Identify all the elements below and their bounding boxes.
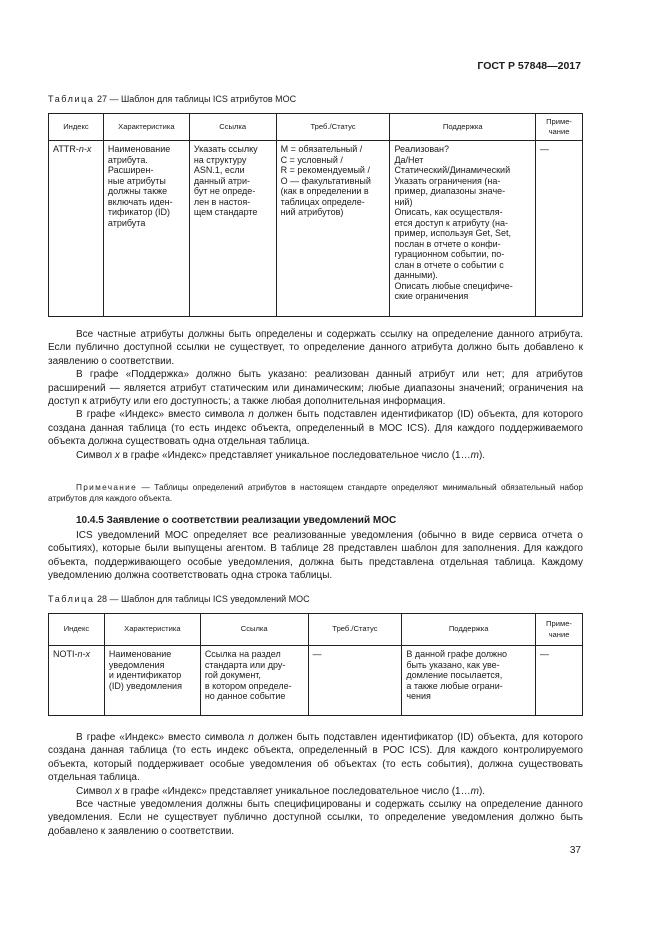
table27-header-row bbox=[49, 114, 583, 141]
paragraph: Символ x в графе «Индекс» представляет уникальное последовательное число (1…m). bbox=[76, 785, 486, 797]
table28-caption bbox=[48, 594, 310, 604]
paragraph: Все частные атрибуты должны быть определены и содержать ссылку на определение данного атрибута. Если публично доступной ссылки не существует, то определение данного атрибута должно быть добавлено к заявлению о соответствии. bbox=[48, 329, 583, 367]
table28-header-index: Индекс bbox=[49, 614, 105, 646]
paragraph: В графе «Индекс» вместо символа n должен быть подставлен идентификатор (ID) объекта, для которого создана данная таблица (то есть индекс объекта, определенный в МОС ICS). Для каждого поддерживаемого объекта должна существовать одна отдельная таблица. bbox=[48, 409, 583, 448]
table28-cell-reference: Ссылка на раздел стандарта или дру- гой документ, в котором определе- но данное событие bbox=[200, 646, 308, 716]
table28-cell-status: — bbox=[308, 646, 402, 716]
paragraph: В графе «Индекс» вместо символа n должен быть подставлен идентификатор (ID) объекта, для которого создана данная таблица (то есть индекс объекта, определенный в РОС ICS). Для каждого контролируемого объекта, который поддерживает особые уведомления об объектах (то есть события), должна существовать отдельная таблица. bbox=[48, 732, 583, 784]
table28 bbox=[48, 613, 583, 716]
table27-index-var: n-x bbox=[78, 144, 92, 154]
paragraphs-after-table27 bbox=[48, 328, 583, 462]
table28-header-reference: Ссылка bbox=[200, 614, 308, 646]
table28-header-characteristic: Характеристика bbox=[104, 614, 200, 646]
table27 bbox=[48, 113, 583, 317]
table27-cell-support: Реализован? Да/Нет Статический/Динамический Указать ограничения (на- пример, диапазоны значе- ний) Описать, как осуществля- ется доступ к атрибуту (на- пример, используя Get, Set, послан в отчете о конфи- гурационном событии, по- слан в отчете о событии с данными). Описать любые специфиче- ские ограничения bbox=[390, 141, 536, 317]
table28-index-var: n-x bbox=[77, 649, 91, 659]
note-table27 bbox=[48, 482, 583, 504]
table28-cell-index bbox=[49, 646, 105, 716]
table27-header-reference: Ссылка bbox=[189, 114, 276, 141]
table28-index-prefix: NOTI- bbox=[53, 649, 78, 659]
paragraph: Все частные уведомления должны быть специфицированы и содержать ссылку на определение данного уведомления. Если не существует публично доступной ссылки, то определение уведомления должно быть добавлено к заявлению о соответствии. bbox=[48, 799, 583, 837]
table27-header-status: Треб./Статус bbox=[276, 114, 390, 141]
table28-row bbox=[49, 646, 583, 716]
table27-header-characteristic: Характеристика bbox=[103, 114, 189, 141]
table27-caption-text: 27 — Шаблон для таблицы ICS атрибутов МОС bbox=[97, 94, 297, 104]
table27-header-note: Приме- чание bbox=[536, 114, 583, 141]
table27-cell-status: М = обязательный / С = условный / R = рекомендуемый / О — факультативный (как в определении в таблицах определе- ний атрибутов) bbox=[276, 141, 390, 317]
table28-header-status: Треб./Статус bbox=[308, 614, 402, 646]
section-text bbox=[48, 529, 583, 583]
table28-caption-text: 28 — Шаблон для таблицы ICS уведомлений МОС bbox=[97, 594, 310, 604]
standard-header: ГОСТ Р 57848—2017 bbox=[477, 60, 581, 72]
table27-index-prefix: ATTR- bbox=[53, 144, 79, 154]
paragraphs-after-table28 bbox=[48, 731, 583, 838]
table28-header-support: Поддержка bbox=[402, 614, 536, 646]
table27-caption-prefix: Таблица bbox=[48, 94, 95, 104]
table27-caption bbox=[48, 94, 296, 104]
paragraph: Символ x в графе «Индекс» представляет уникальное последовательное число (1…m). bbox=[76, 449, 486, 461]
table27-header-index: Индекс bbox=[49, 114, 104, 141]
table27-cell-note: — bbox=[536, 141, 583, 317]
table27-header-support: Поддержка bbox=[390, 114, 536, 141]
table27-cell-reference: Указать ссылку на структуру ASN.1, если данный атри- бут не опреде- лен в настоя- щем стандарте bbox=[189, 141, 276, 317]
table27-row bbox=[49, 141, 583, 317]
paragraph: ICS уведомлений МОС определяет все реализованные уведомления (обычно в виде сервиса отчета о событиях), которые были выпущены агентом. В таблице 28 представлен шаблон для заполнения. Для каждого объекта, поддерживающего особые уведомления, должна быть представлена отдельная таблица. Каждому уведомлению должна соответствовать одна строка таблицы. bbox=[48, 530, 583, 582]
table28-header-row bbox=[49, 614, 583, 646]
section-heading: 10.4.5 Заявление о соответствии реализации уведомлений МОС bbox=[76, 515, 397, 526]
note-label: Примечание bbox=[76, 482, 138, 492]
table28-cell-characteristic: Наименование уведомления и идентификатор (ID) уведомления bbox=[104, 646, 200, 716]
table28-caption-prefix: Таблица bbox=[48, 594, 95, 604]
table28-cell-note: — bbox=[536, 646, 583, 716]
paragraph: В графе «Поддержка» должно быть указано: реализован данный атрибут или нет; для атрибутов расширений — является атрибут статическим или динамическим; любые диапазоны значений; ограничения на доступ к атрибуту или его доступность; а также любая дополнительная информация. bbox=[48, 369, 583, 408]
page-number: 37 bbox=[569, 845, 581, 856]
note-text: — Таблицы определений атрибутов в настоящем стандарте определяют минимальный обязательный набор атрибутов для каждого объекта. bbox=[48, 482, 583, 503]
table27-cell-characteristic: Наименование атрибута. Расширен- ные атрибуты должны также включать иден- тификатор (ID) атрибута bbox=[103, 141, 189, 317]
table28-header-note: Приме- чание bbox=[536, 614, 583, 646]
table27-cell-index bbox=[49, 141, 104, 317]
table28-cell-support: В данной графе должно быть указано, как уве- домление посылается, а также любые ограни- чения bbox=[402, 646, 536, 716]
